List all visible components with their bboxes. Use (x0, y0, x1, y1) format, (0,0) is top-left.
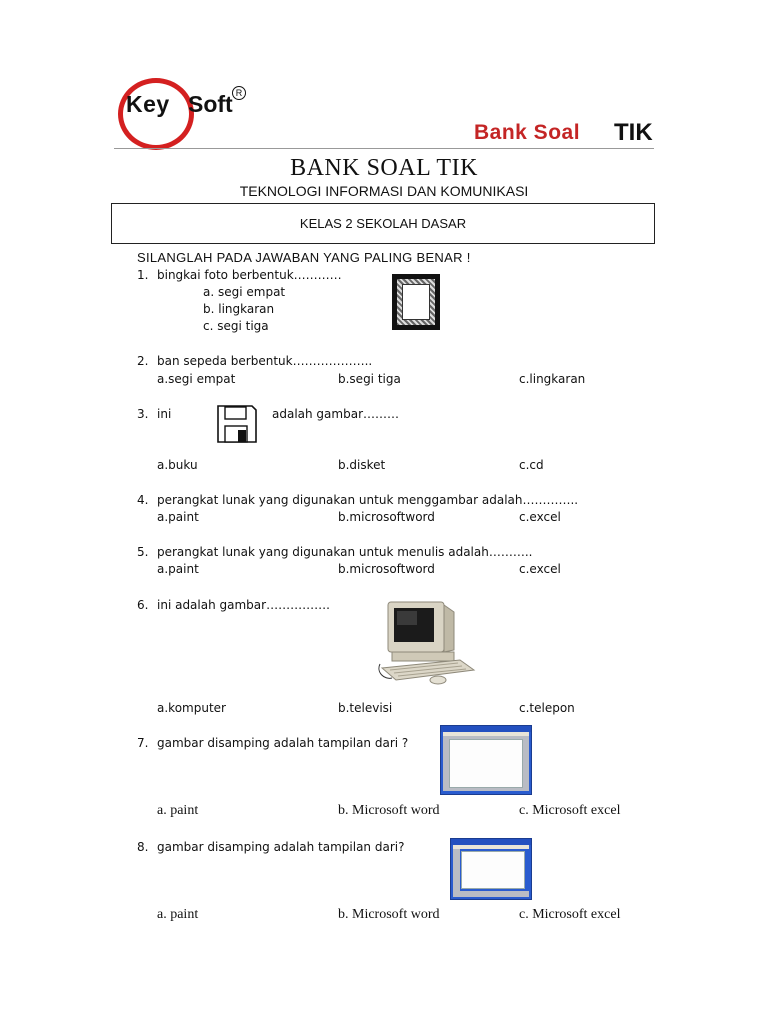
answer-option: a. segi empat (203, 285, 286, 299)
answer-option: c.cd (519, 458, 544, 472)
instruction-text: SILANGLAH PADA JAWABAN YANG PALING BENAR ! (137, 250, 471, 265)
answer-option: a. paint (157, 803, 199, 818)
page-title: BANK SOAL TIK (290, 155, 478, 181)
class-level-box: KELAS 2 SEKOLAH DASAR (111, 203, 655, 244)
question-text-before: ini (157, 407, 172, 421)
brand-tik: TIK (614, 119, 653, 146)
answer-option: c. Microsoft excel (519, 907, 621, 922)
question-text-after: adalah gambar……… (272, 407, 399, 421)
answer-option: c.telepon (519, 701, 575, 715)
page-subtitle: TEKNOLOGI INFORMASI DAN KOMUNIKASI (239, 183, 529, 199)
question-text: ban sepeda berbentuk……………….. (157, 354, 373, 368)
answer-option: a. paint (157, 907, 199, 922)
desktop-computer-icon (374, 600, 486, 688)
answer-option: b. Microsoft word (338, 803, 440, 818)
question-text: bingkai foto berbentuk………… (157, 268, 342, 282)
question-number: 8. (137, 840, 149, 854)
question-text: perangkat lunak yang digunakan untuk menggambar adalah………….. (157, 493, 579, 507)
answer-option: b.televisi (338, 701, 393, 715)
answer-option: c.excel (519, 510, 561, 524)
question-number: 5. (137, 545, 149, 559)
brand-bank-soal: Bank Soal (474, 121, 581, 144)
question-text: gambar disamping adalah tampilan dari ? (157, 736, 409, 750)
answer-option: c. segi tiga (203, 319, 269, 333)
question-number: 6. (137, 598, 149, 612)
answer-option: c.excel (519, 562, 561, 576)
answer-option: b.microsoftword (338, 510, 435, 524)
answer-option: b.segi tiga (338, 372, 401, 386)
question-number: 2. (137, 354, 149, 368)
question-text: gambar disamping adalah tampilan dari? (157, 840, 405, 854)
logo-key-text: Key (126, 91, 170, 117)
floppy-disk-icon (216, 404, 258, 444)
question-number: 7. (137, 736, 149, 750)
word-window-icon (440, 725, 532, 795)
question-text: ini adalah gambar……………. (157, 598, 330, 612)
paint-window-icon (450, 838, 532, 900)
answer-option: b.microsoftword (338, 562, 435, 576)
answer-option: b.disket (338, 458, 386, 472)
answer-option: a.komputer (157, 701, 226, 715)
answer-option: a.paint (157, 562, 199, 576)
question-number: 1. (137, 268, 149, 282)
answer-option: c.lingkaran (519, 372, 586, 386)
answer-option: a.paint (157, 510, 199, 524)
registered-mark-icon: R (232, 86, 246, 100)
answer-option: a.segi empat (157, 372, 236, 386)
answer-option: a.buku (157, 458, 198, 472)
question-number: 4. (137, 493, 149, 507)
answer-option: c. Microsoft excel (519, 803, 621, 818)
header-divider (114, 148, 654, 149)
answer-option: b. lingkaran (203, 302, 275, 316)
question-number: 3. (137, 407, 149, 421)
picture-frame-icon (392, 274, 440, 330)
answer-option: b. Microsoft word (338, 907, 440, 922)
logo-soft-text: Soft (188, 91, 233, 117)
question-text: perangkat lunak yang digunakan untuk menulis adalah……….. (157, 545, 533, 559)
